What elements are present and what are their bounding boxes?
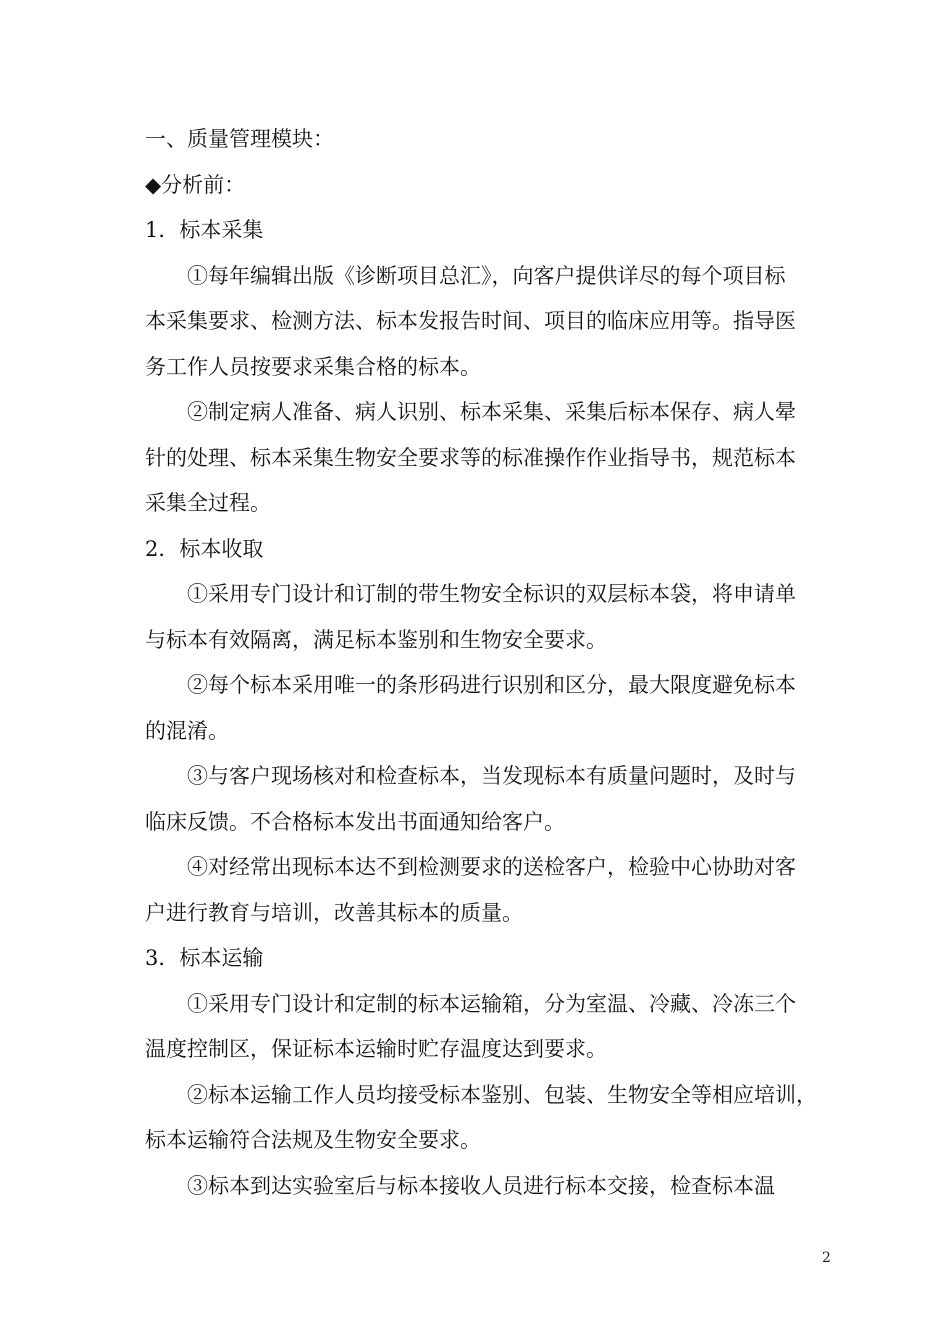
text-line: 与标本有效隔离，满足标本鉴别和生物安全要求。 (145, 627, 607, 652)
text-line: 本采集要求、检测方法、标本发报告时间、项目的临床应用等。指导医 (145, 309, 796, 333)
text-line: ②每个标本采用唯一的条形码进行识别和区分，最大限度避免标本 (187, 673, 796, 697)
text-line: 温度控制区，保证标本运输时贮存温度达到要求。 (145, 1037, 607, 1061)
page-number: 2 (822, 1250, 831, 1266)
text-line: 的混淆。 (145, 718, 229, 743)
text-line: ④对经常出现标本达不到检测要求的送检客户，检验中心协助对客 (187, 855, 796, 879)
text-line: 临床反馈。不合格标本发出书面通知给客户。 (145, 809, 565, 834)
text-line: ②标本运输工作人员均接受标本鉴别、包装、生物安全等相应培训， (187, 1082, 817, 1107)
text-line: 3．标本运输 (145, 946, 264, 970)
text-line: 1．标本采集 (145, 218, 264, 242)
text-line: 户进行教育与培训，改善其标本的质量。 (145, 900, 523, 925)
text-line: ③标本到达实验室后与标本接收人员进行标本交接，检查标本温 (187, 1173, 775, 1198)
text-line: ③与客户现场核对和检查标本，当发现标本有质量问题时，及时与 (187, 764, 796, 788)
text-line: 一、质量管理模块： (145, 127, 334, 151)
document-body (145, 117, 835, 1209)
text-line: ①采用专门设计和定制的标本运输箱，分为室温、冷藏、冷冻三个 (187, 991, 796, 1016)
text-line: 采集全过程。 (145, 491, 271, 515)
text-line: ①采用专门设计和订制的带生物安全标识的双层标本袋，将申请单 (187, 582, 796, 606)
text-line: 标本运输符合法规及生物安全要求。 (145, 1128, 481, 1152)
text-line: ①每年编辑出版《诊断项目总汇》，向客户提供详尽的每个项目标 (187, 263, 786, 288)
text-line: 针的处理、标本采集生物安全要求等的标准操作作业指导书，规范标本 (145, 445, 796, 470)
text-line: ②制定病人准备、病人识别、标本采集、采集后标本保存、病人晕 (187, 400, 796, 424)
text-line: ◆分析前： (145, 172, 246, 197)
text-line: 2．标本收取 (145, 536, 264, 561)
text-line: 务工作人员按要求采集合格的标本。 (145, 354, 481, 379)
